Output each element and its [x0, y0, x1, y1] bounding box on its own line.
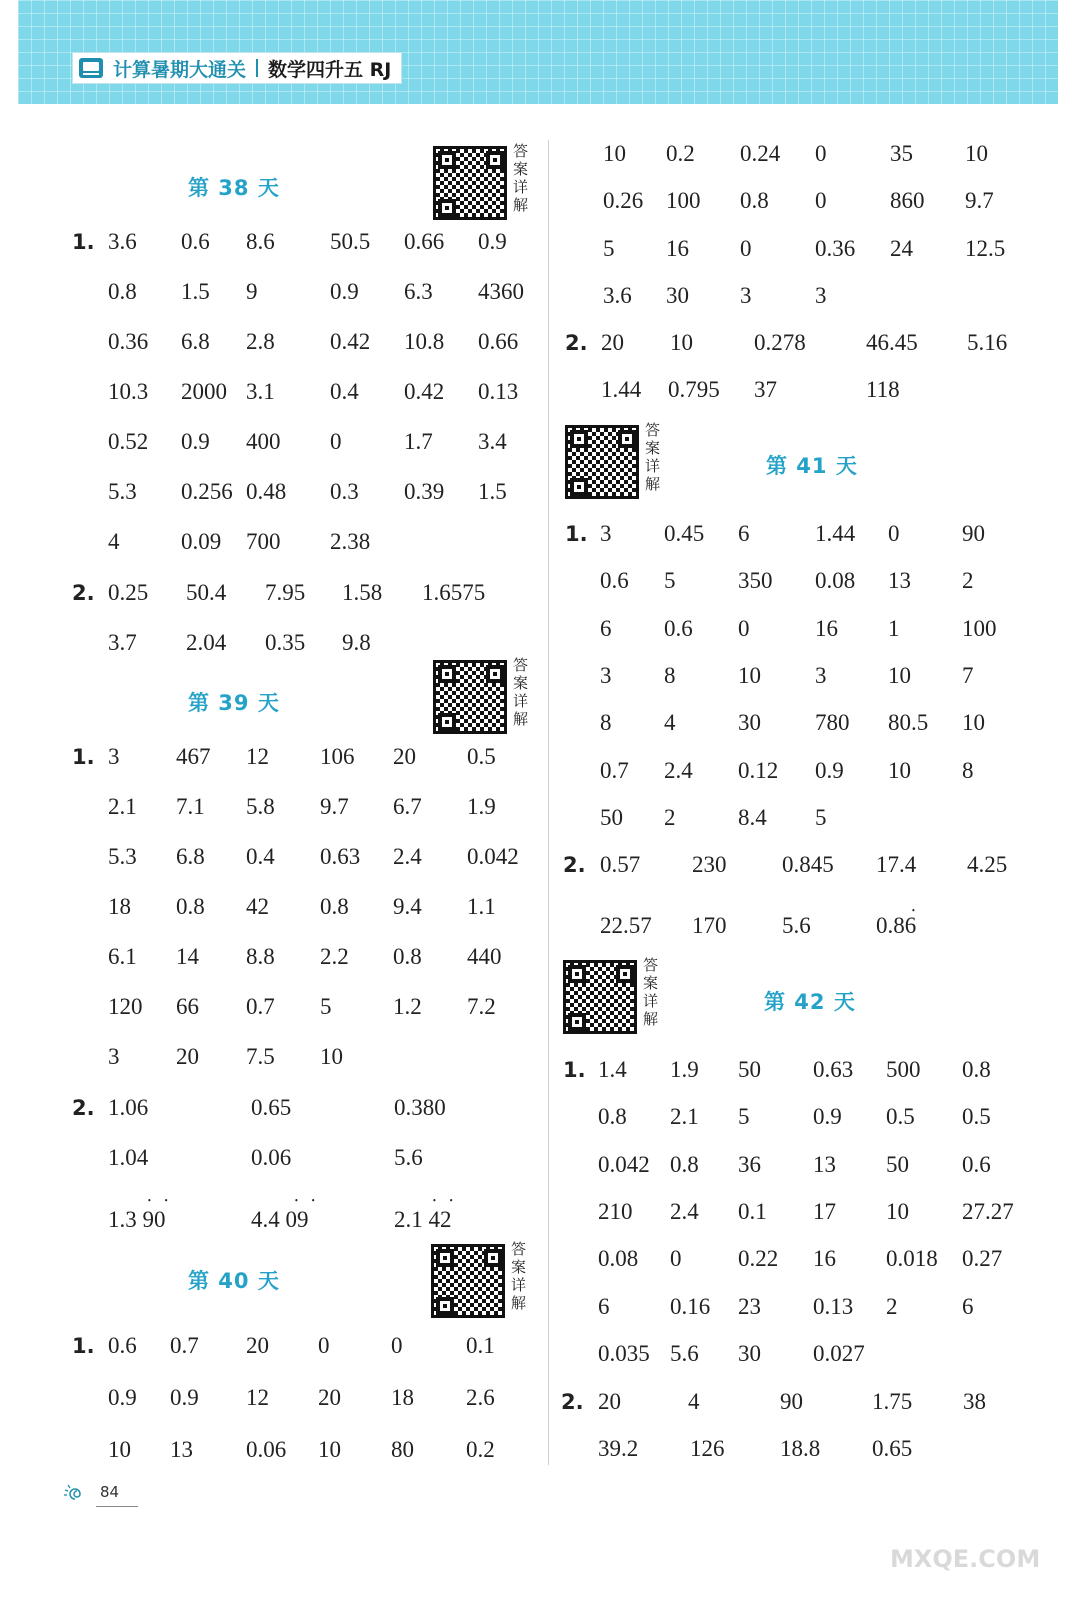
answer-value: 50 — [886, 1151, 909, 1177]
answer-value: 22.57 — [600, 913, 652, 938]
answer-value: 7.1 — [176, 794, 205, 819]
answer-value: 0.256 — [181, 479, 233, 504]
repeating-decimal-dot: • — [912, 906, 921, 915]
answer-value: 10 — [962, 710, 985, 736]
qr-finder-pattern — [438, 665, 456, 683]
answer-value: 170 — [692, 913, 727, 938]
qr-code[interactable] — [431, 1244, 505, 1318]
day-title: 第 38 天 — [188, 176, 280, 200]
answer-value: 100 — [666, 188, 701, 214]
answer-value: 17.4 — [876, 852, 917, 877]
answer-value: 10 — [965, 141, 988, 166]
answer-value: 0.26 — [603, 188, 644, 214]
qr-finder-pattern — [436, 1297, 454, 1315]
answer-value: 0.845 — [782, 852, 834, 877]
answer-value: 0.27 — [962, 1246, 1003, 1272]
qr-code[interactable] — [433, 146, 507, 220]
answer-value: 0.9 — [330, 279, 359, 304]
answer-value: 3 — [740, 282, 752, 308]
answer-value: 80.5 — [888, 710, 929, 736]
answer-value: 0.63 — [320, 844, 361, 869]
answer-value: 16 — [813, 1246, 836, 1272]
answer-value: 0.6 — [664, 615, 693, 641]
answer-value: 3.6 — [603, 282, 632, 308]
answer-value: 8 — [600, 710, 612, 736]
answer-value: 18 — [391, 1385, 414, 1410]
answer-value: 0 — [318, 1333, 330, 1358]
qr-finder-pattern — [568, 965, 586, 983]
answer-value: 400 — [246, 429, 281, 454]
answer-value: 1.4 — [598, 1057, 627, 1082]
qr-finder-pattern — [570, 430, 588, 448]
answer-value: 13 — [813, 1151, 836, 1177]
answer-value: 0.8 — [320, 894, 349, 919]
answer-value: 12 — [246, 744, 269, 769]
qr-label: 答案详解 — [645, 421, 661, 493]
answer-value: 37 — [754, 377, 777, 403]
answer-value: 3 — [600, 662, 612, 688]
answer-value: 13 — [888, 568, 911, 594]
answer-value: 0.57 — [600, 852, 641, 877]
qr-label: 答案详解 — [511, 1240, 527, 1312]
answer-value: 23 — [738, 1293, 761, 1319]
question-number: 1. — [72, 1334, 95, 1358]
answer-value: 3.6 — [108, 229, 137, 254]
qr-finder-pattern — [486, 151, 504, 169]
answer-value: 0.24 — [740, 141, 781, 166]
answer-value: 10 — [318, 1437, 341, 1462]
answer-value: 1.44 — [815, 521, 856, 546]
answer-value: 5 — [603, 235, 615, 261]
answer-value: 2 — [664, 804, 676, 830]
answer-value: 5.6 — [782, 913, 811, 938]
answer-value: 0.5 — [886, 1104, 915, 1130]
day-title: 第 41 天 — [766, 454, 858, 478]
answer-value: 10.8 — [404, 329, 445, 354]
answer-value: 1.9 — [467, 794, 496, 819]
answer-value: 0.5 — [467, 744, 496, 769]
answer-value: 1.75 — [872, 1389, 913, 1414]
answer-value: 0.7 — [600, 757, 629, 783]
answer-value: 1.3 90 — [108, 1207, 166, 1232]
qr-finder-pattern — [618, 430, 636, 448]
answer-value: 0.39 — [404, 479, 445, 504]
answer-value: 0.13 — [813, 1293, 854, 1319]
qr-finder-pattern — [568, 1013, 586, 1031]
answer-value: 3 — [815, 282, 827, 308]
answer-value: 0 — [740, 235, 752, 261]
answer-value: 0.35 — [265, 630, 306, 655]
answer-value: 4 — [664, 710, 676, 736]
answer-value: 7.95 — [265, 580, 306, 605]
answer-value: 3.7 — [108, 630, 137, 655]
question-number: 2. — [565, 331, 588, 355]
answer-value: 0.1 — [466, 1333, 495, 1358]
question-number: 1. — [72, 745, 95, 769]
answer-value: 0.12 — [738, 757, 779, 783]
question-number: 2. — [561, 1390, 584, 1414]
answer-value: 0.018 — [886, 1246, 938, 1272]
answer-value: 5.6 — [394, 1145, 423, 1170]
answer-value: 1.44 — [601, 377, 642, 403]
answer-value: 0.66 — [478, 329, 519, 354]
answer-value: 210 — [598, 1198, 633, 1224]
answer-value: 0.9 — [813, 1104, 842, 1130]
answer-value: 10.3 — [108, 379, 149, 404]
answer-value: 350 — [738, 568, 773, 594]
question-number: 2. — [72, 581, 95, 605]
answer-value: 0.1 — [738, 1198, 767, 1224]
answer-value: 10 — [320, 1044, 343, 1069]
answer-value: 9.8 — [342, 630, 371, 655]
question-number: 2. — [72, 1096, 95, 1120]
answer-value: 18.8 — [780, 1436, 821, 1462]
answer-value: 3 — [815, 662, 827, 688]
answer-value: 7.2 — [467, 994, 496, 1019]
answer-value: 0.8 — [670, 1151, 699, 1177]
answer-value: 6 — [962, 1293, 974, 1319]
answer-value: 12 — [246, 1385, 269, 1410]
answer-value: 20 — [246, 1333, 269, 1358]
answer-value: 10 — [108, 1437, 131, 1462]
answer-value: 0.13 — [478, 379, 519, 404]
answer-value: 0.8 — [108, 279, 137, 304]
watermark: MXQE.COM — [890, 1545, 1041, 1573]
answer-value: 3.1 — [246, 379, 275, 404]
answer-value: 0.45 — [664, 521, 705, 546]
answer-value: 50.4 — [186, 580, 227, 605]
answer-value: 2 — [886, 1293, 898, 1319]
answer-value: 6 — [738, 521, 750, 546]
answer-value: 780 — [815, 710, 850, 736]
answer-value: 0.9 — [170, 1385, 199, 1410]
answer-value: 0 — [330, 429, 342, 454]
answer-value: 0.6 — [181, 229, 210, 254]
answer-value: 10 — [886, 1198, 909, 1224]
answer-value: 5 — [664, 568, 676, 594]
answer-value: 2.6 — [466, 1385, 495, 1410]
answer-value: 4360 — [478, 279, 524, 304]
answer-value: 0.48 — [246, 479, 287, 504]
answer-value: 5.16 — [967, 330, 1008, 355]
day-title: 第 39 天 — [188, 691, 280, 715]
answer-value: 8 — [962, 757, 974, 783]
answer-value: 35 — [890, 141, 913, 166]
answer-value: 2.38 — [330, 529, 371, 554]
answer-value: 2.1 42 — [394, 1207, 452, 1232]
answer-value: 3.4 — [478, 429, 507, 454]
answer-value: 20 — [393, 744, 416, 769]
answer-value: 0.795 — [668, 377, 720, 403]
answer-value: 0.9 — [815, 757, 844, 783]
answer-value: 0.8 — [176, 894, 205, 919]
answer-value: 0.22 — [738, 1246, 779, 1272]
answer-value: 0 — [391, 1333, 403, 1358]
answer-value: 50 — [738, 1057, 761, 1082]
answer-value: 0.09 — [181, 529, 222, 554]
answer-value: 90 — [962, 521, 985, 546]
answer-value: 16 — [666, 235, 689, 261]
qr-finder-pattern — [438, 199, 456, 217]
answer-value: 9.4 — [393, 894, 422, 919]
answer-value: 66 — [176, 994, 199, 1019]
answer-value: 0.9 — [478, 229, 507, 254]
answer-value: 4 — [108, 529, 120, 554]
answer-value: 0 — [670, 1246, 682, 1272]
answer-value: 5.6 — [670, 1340, 699, 1366]
answer-value: 2.4 — [670, 1198, 699, 1224]
qr-finder-pattern — [438, 713, 456, 731]
answer-value: 0 — [815, 188, 827, 214]
answer-value: 9.7 — [965, 188, 994, 214]
answer-value: 20 — [601, 330, 624, 355]
answer-value: 12.5 — [965, 235, 1006, 261]
answer-value: 467 — [176, 744, 211, 769]
answer-value: 4.25 — [967, 852, 1008, 877]
column-divider — [548, 140, 549, 1465]
answer-value: 0.042 — [467, 844, 519, 869]
day-title: 第 42 天 — [764, 990, 856, 1014]
answer-value: 3 — [600, 521, 612, 546]
answer-value: 4.4 09 — [251, 1207, 309, 1232]
answer-value: 0.042 — [598, 1151, 650, 1177]
question-number: 1. — [563, 1058, 586, 1082]
answer-value: 700 — [246, 529, 281, 554]
answer-value: 14 — [176, 944, 199, 969]
answer-value: 3 — [108, 1044, 120, 1069]
book-title-bar — [72, 52, 402, 84]
answer-value: 0.7 — [170, 1333, 199, 1358]
question-number: 1. — [565, 522, 588, 546]
answer-value: 30 — [666, 282, 689, 308]
answer-value: 230 — [692, 852, 727, 877]
answer-value: 2.04 — [186, 630, 227, 655]
answer-value: 0.36 — [815, 235, 856, 261]
answer-value: 0.36 — [108, 329, 149, 354]
answer-value: 126 — [690, 1436, 725, 1462]
answer-value: 10 — [888, 757, 911, 783]
answer-value: 4 — [688, 1389, 700, 1414]
book-icon — [79, 58, 103, 78]
answer-value: 20 — [318, 1385, 341, 1410]
answer-value: 10 — [888, 662, 911, 688]
answer-value: 1.5 — [181, 279, 210, 304]
answer-value: 80 — [391, 1437, 414, 1462]
answer-value: 860 — [890, 188, 925, 214]
book-title: 计算暑期大通关 — [113, 58, 247, 81]
answer-value: 9.7 — [320, 794, 349, 819]
answer-value: 1 — [888, 615, 900, 641]
answer-value: 1.1 — [467, 894, 496, 919]
answer-value: 0.86 — [876, 913, 917, 938]
answer-value: 42 — [246, 894, 269, 919]
qr-finder-pattern — [436, 1249, 454, 1267]
answer-value: 0.278 — [754, 330, 806, 355]
answer-value: 6 — [598, 1293, 610, 1319]
answer-value: 5.3 — [108, 844, 137, 869]
answer-value: 0.42 — [330, 329, 371, 354]
answer-value: 50.5 — [330, 229, 371, 254]
answer-value: 0.08 — [815, 568, 856, 594]
answer-value: 0 — [738, 615, 750, 641]
answer-value: 24 — [890, 235, 913, 261]
answer-value: 8.4 — [738, 804, 767, 830]
answer-value: 100 — [962, 615, 997, 641]
answer-value: 2 — [962, 568, 974, 594]
answer-value: 0 — [888, 521, 900, 546]
answer-value: 0.42 — [404, 379, 445, 404]
qr-code[interactable] — [563, 960, 637, 1034]
answer-value: 6.3 — [404, 279, 433, 304]
qr-finder-pattern — [486, 665, 504, 683]
answer-value: 0.65 — [872, 1436, 913, 1462]
answer-value: 13 — [170, 1437, 193, 1462]
answer-value: 7.5 — [246, 1044, 275, 1069]
answer-value: 10 — [738, 662, 761, 688]
qr-label: 答案详解 — [513, 656, 529, 728]
answer-value: 18 — [108, 894, 131, 919]
answer-value: 5 — [320, 994, 332, 1019]
qr-finder-pattern — [616, 965, 634, 983]
qr-finder-pattern — [484, 1249, 502, 1267]
answer-value: 0.5 — [962, 1104, 991, 1130]
answer-value: 2.4 — [393, 844, 422, 869]
answer-value: 0 — [815, 141, 827, 166]
answer-value: 0.027 — [813, 1340, 865, 1366]
answer-value: 16 — [815, 615, 838, 641]
question-number: 2. — [563, 853, 586, 877]
answer-value: 6 — [600, 615, 612, 641]
answer-value: 1.58 — [342, 580, 383, 605]
repeating-decimal-dots: • • — [295, 1196, 321, 1205]
answer-value: 2.8 — [246, 329, 275, 354]
answer-value: 0.4 — [246, 844, 275, 869]
answer-value: 2.4 — [664, 757, 693, 783]
answer-value: 0.9 — [108, 1385, 137, 1410]
answer-value: 0.06 — [251, 1145, 292, 1170]
answer-value: 5 — [815, 804, 827, 830]
answer-value: 0.8 — [740, 188, 769, 214]
answer-value: 0.08 — [598, 1246, 639, 1272]
answer-value: 6.8 — [176, 844, 205, 869]
answer-value: 120 — [108, 994, 143, 1019]
answer-value: 1.5 — [478, 479, 507, 504]
answer-value: 50 — [600, 804, 623, 830]
answer-value: 0.9 — [181, 429, 210, 454]
qr-label: 答案详解 — [643, 956, 659, 1028]
answer-value: 0.2 — [466, 1437, 495, 1462]
subject-title: 数学四升五 RJ — [268, 58, 392, 81]
page-number-underline — [96, 1506, 138, 1507]
answer-value: 2.1 — [670, 1104, 699, 1130]
answer-value: 440 — [467, 944, 502, 969]
answer-value: 46.45 — [866, 330, 918, 355]
answer-value: 20 — [176, 1044, 199, 1069]
answer-value: 8.8 — [246, 944, 275, 969]
answer-value: 0.7 — [246, 994, 275, 1019]
answer-value: 5.8 — [246, 794, 275, 819]
answer-value: 3 — [108, 744, 120, 769]
answer-value: 20 — [598, 1389, 621, 1414]
answer-value: 0.6 — [600, 568, 629, 594]
answer-value: 0.06 — [246, 1437, 287, 1462]
page-number: 84 — [100, 1483, 120, 1501]
answer-value: 1.7 — [404, 429, 433, 454]
answer-value: 0.25 — [108, 580, 149, 605]
qr-finder-pattern — [570, 478, 588, 496]
answer-value: 0.65 — [251, 1095, 292, 1120]
qr-code[interactable] — [565, 425, 639, 499]
qr-label: 答案详解 — [513, 142, 529, 214]
answer-value: 1.04 — [108, 1145, 149, 1170]
answer-value: 10 — [670, 330, 693, 355]
swirl-icon — [62, 1482, 88, 1504]
answer-value: 0.2 — [666, 141, 695, 166]
answer-value: 0.380 — [394, 1095, 446, 1120]
answer-value: 106 — [320, 744, 355, 769]
qr-code[interactable] — [433, 660, 507, 734]
answer-value: 0.16 — [670, 1293, 711, 1319]
answer-value: 0.6 — [108, 1333, 137, 1358]
answer-value: 0.8 — [393, 944, 422, 969]
answer-value: 0.66 — [404, 229, 445, 254]
answer-value: 6.7 — [393, 794, 422, 819]
answer-value: 1.2 — [393, 994, 422, 1019]
qr-finder-pattern — [438, 151, 456, 169]
answer-value: 0.3 — [330, 479, 359, 504]
repeating-decimal-dots: • • — [433, 1196, 459, 1205]
answer-value: 5.3 — [108, 479, 137, 504]
answer-value: 118 — [866, 377, 900, 403]
answer-value: 36 — [738, 1151, 761, 1177]
answer-value: 6.1 — [108, 944, 137, 969]
answer-value: 1.6575 — [422, 580, 486, 605]
answer-value: 0.8 — [962, 1057, 991, 1082]
answer-value: 0.6 — [962, 1151, 991, 1177]
answer-value: 1.06 — [108, 1095, 149, 1120]
title-separator — [256, 59, 258, 77]
answer-value: 10 — [603, 141, 626, 166]
repeating-decimal-dots: • • — [148, 1196, 174, 1205]
answer-value: 8.6 — [246, 229, 275, 254]
answer-value: 0.035 — [598, 1340, 650, 1366]
answer-value: 2.2 — [320, 944, 349, 969]
question-number: 1. — [72, 230, 95, 254]
answer-value: 0.4 — [330, 379, 359, 404]
answer-value: 90 — [780, 1389, 803, 1414]
answer-value: 7 — [962, 662, 974, 688]
answer-value: 2000 — [181, 379, 227, 404]
answer-value: 8 — [664, 662, 676, 688]
answer-value: 0.52 — [108, 429, 149, 454]
answer-value: 30 — [738, 710, 761, 736]
answer-value: 500 — [886, 1057, 921, 1082]
answer-value: 2.1 — [108, 794, 137, 819]
answer-value: 5 — [738, 1104, 750, 1130]
answer-value: 6.8 — [181, 329, 210, 354]
answer-value: 1.9 — [670, 1057, 699, 1082]
answer-value: 17 — [813, 1198, 836, 1224]
answer-value: 30 — [738, 1340, 761, 1366]
answer-value: 27.27 — [962, 1198, 1014, 1224]
day-title: 第 40 天 — [188, 1269, 280, 1293]
answer-value: 39.2 — [598, 1436, 639, 1462]
answer-value: 9 — [246, 279, 258, 304]
answer-value: 38 — [963, 1389, 986, 1414]
answer-value: 0.8 — [598, 1104, 627, 1130]
answer-value: 0.63 — [813, 1057, 854, 1082]
